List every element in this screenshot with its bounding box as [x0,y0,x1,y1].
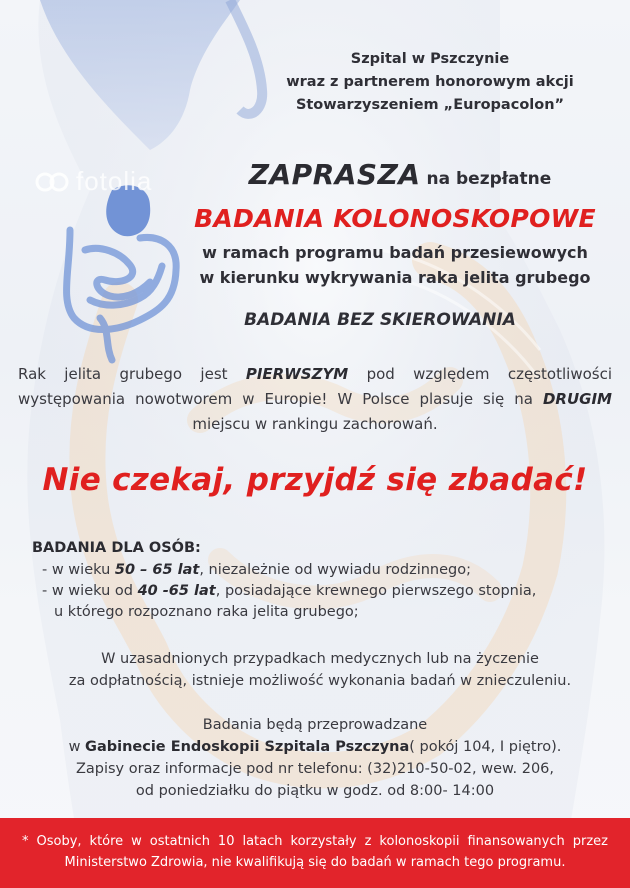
slogan: Nie czekaj, przyjdź się zbadać! [42,462,588,498]
program-title: BADANIA KOLONOSKOPOWE [194,204,596,233]
contact-line-2 [20,736,610,758]
no-referral-heading: BADANIA BEZ SKIEROWANIA [244,310,516,330]
age-range: 40 -65 lat [137,583,216,599]
info-emphasis-second: DRUGIM [542,390,612,408]
room-info: ( pokój 104, I piętro). [409,739,562,755]
location-name: Gabinecie Endoskopii Szpitala Pszczyna [85,739,410,755]
program-line-2: w kierunku wykrywania raka jelita grubego [199,268,591,287]
anesthesia-line-1: W uzasadnionych przypadkach medycznych lub na życzenie [101,651,539,667]
list-item [42,581,602,602]
eligibility-list [42,560,602,623]
list-item [42,560,602,581]
contact-line-1: Badania będą przeprowadzane [202,717,428,733]
organizer-block [250,48,610,117]
groups-title: BADANIA DLA OSÓB: [32,540,201,556]
list-item-prefix: - w wieku [42,562,115,578]
list-item-continuation: u którego rozpoznano raka jelita grubego; [54,604,359,620]
footer-banner [0,818,630,888]
watermark-text: fotolia [76,166,153,196]
info-emphasis-first: PIERWSZYM [245,365,349,383]
contact-block [20,714,610,802]
age-range: 50 – 65 lat [114,562,200,578]
info-text-1: Rak jelita grubego jest [18,365,246,383]
organizer-line-2: wraz z partnerem honorowym akcji [286,74,574,90]
program-line-1: w ramach programu badań przesiewowych [202,243,588,262]
footer-note: * Osoby, które w ostatnich 10 latach korzystały z kolonoskopii finansowanych przez Ministerstwo Zdrowia, nie kwalifikują się do badań w ramach tego programu. [22,834,608,870]
info-text-3: miejscu w rankingu zachorowań. [192,415,438,433]
invite-rest: na bezpłatne [420,169,552,189]
list-item-suffix: , posiadające krewnego pierwszego stopnia, [215,583,537,599]
contact-phone-line: Zapisy oraz informacje pod nr telefonu: (32)210-50-02, wew. 206, [75,761,555,777]
anesthesia-note [40,648,600,692]
program-description [160,240,630,290]
info-paragraph [18,362,612,437]
list-item-prefix: - w wieku od [42,583,138,599]
organizer-line-3: Stowarzyszeniem „Europacolon” [295,97,565,113]
invite-verb: ZAPRASZA [248,158,421,191]
invite-heading [180,158,620,191]
info-text-2: pod względem częstotliwości występowania nowotworem w Europie! W Polsce plasuje się na [18,365,612,408]
list-item-suffix: , niezależnie od wywiadu rodzinnego; [199,562,471,578]
anesthesia-line-2: za odpłatnością, istnieje możliwość wykonania badań w znieczuleniu. [68,673,572,689]
organizer-line-1: Szpital w Pszczynie [350,51,510,67]
contact-prefix: w [68,739,86,755]
contact-hours-line: od poniedziałku do piątku w godz. od 8:00- 14:00 [135,783,495,799]
